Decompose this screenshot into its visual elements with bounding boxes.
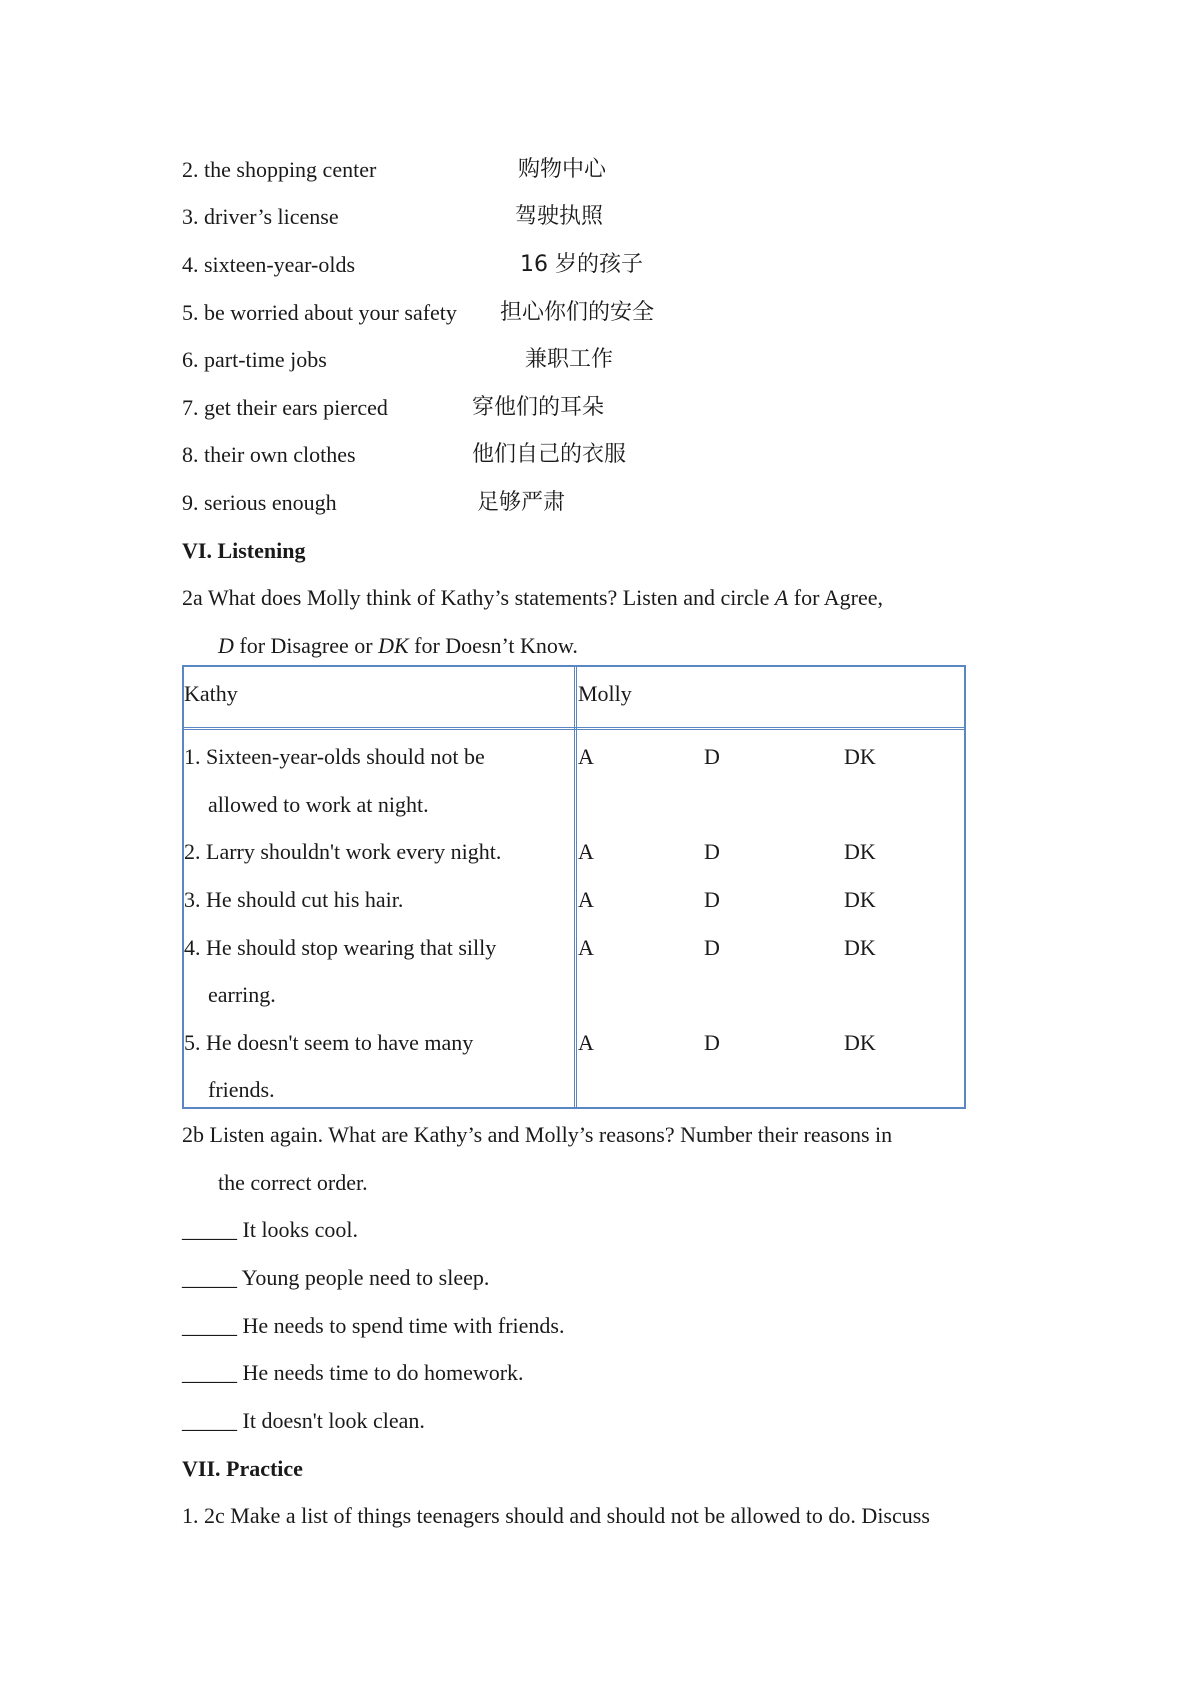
question-2c: 1. 2c Make a list of things teenagers should and should not be allowed to do. Discuss — [182, 1503, 930, 1528]
reason-item[interactable]: _____ He needs time to do homework. — [182, 1360, 524, 1385]
vocab-item-en: 8. their own clothes — [182, 442, 356, 467]
vocab-item-en: 3. driver’s license — [182, 204, 339, 229]
question-text: 2a What does Molly think of Kathy’s statements? Listen and circle — [182, 585, 775, 610]
table-row-statement-cont: allowed to work at night. — [208, 792, 429, 817]
table-row-statement: 4. He should stop wearing that silly — [184, 935, 497, 960]
table-row-statement: 1. Sixteen-year-olds should not be — [184, 744, 485, 769]
question-2b-line1: 2b Listen again. What are Kathy’s and Molly’s reasons? Number their reasons in — [182, 1122, 893, 1147]
question-2a-line1 — [182, 583, 883, 613]
reason-item[interactable]: _____ He needs to spend time with friends. — [182, 1313, 565, 1338]
vocab-item-zh: 他们自己的衣服 — [472, 442, 627, 467]
vocab-item-en: 7. get their ears pierced — [182, 395, 388, 420]
option-dont-know[interactable]: DK — [844, 744, 876, 769]
option-dont-know[interactable]: DK — [844, 887, 876, 912]
question-emphasis: D — [218, 633, 234, 658]
option-agree[interactable]: A — [578, 1030, 594, 1055]
option-disagree[interactable]: D — [704, 935, 720, 960]
question-2b-line2: the correct order. — [218, 1170, 368, 1195]
section-heading-listening: VI. Listening — [182, 538, 306, 563]
vocab-item-en: 4. sixteen-year-olds — [182, 252, 356, 277]
vocab-item-en: 9. serious enough — [182, 490, 337, 515]
section-heading-practice: VII. Practice — [182, 1456, 303, 1481]
question-emphasis: A — [774, 585, 789, 610]
option-disagree[interactable]: D — [704, 839, 720, 864]
vocab-item-en: 2. the shopping center — [182, 157, 377, 182]
table-row-statement: 5. He doesn't seem to have many — [184, 1030, 474, 1055]
option-disagree[interactable]: D — [704, 744, 720, 769]
option-disagree[interactable]: D — [704, 1030, 720, 1055]
table-row-statement-cont: friends. — [208, 1077, 275, 1102]
table-row-statement: 3. He should cut his hair. — [184, 887, 404, 912]
question-text: for Agree, — [788, 585, 883, 610]
option-dont-know[interactable]: DK — [844, 1030, 876, 1055]
table-row-statement-cont: earring. — [208, 982, 276, 1007]
table-header-kathy: Kathy — [184, 681, 238, 706]
option-dont-know[interactable]: DK — [844, 839, 876, 864]
vocab-item-zh: 穿他们的耳朵 — [472, 395, 605, 420]
table-header-molly: Molly — [578, 681, 632, 706]
table-divider-vertical — [574, 667, 577, 1107]
option-agree[interactable]: A — [578, 744, 594, 769]
question-emphasis: DK — [378, 633, 409, 658]
option-agree[interactable]: A — [578, 935, 594, 960]
option-agree[interactable]: A — [578, 887, 594, 912]
reason-item[interactable]: _____ It looks cool. — [182, 1217, 358, 1242]
table-row-statement: 2. Larry shouldn't work every night. — [184, 839, 502, 864]
option-dont-know[interactable]: DK — [844, 935, 876, 960]
question-text: for Doesn’t Know. — [408, 633, 578, 658]
vocab-item-en: 6. part-time jobs — [182, 347, 327, 372]
question-text: for Disagree or — [233, 633, 379, 658]
vocab-item-en: 5. be worried about your safety — [182, 300, 457, 325]
vocab-item-zh: 16 岁的孩子 — [520, 252, 643, 277]
reason-item[interactable]: _____ Young people need to sleep. — [182, 1265, 490, 1290]
option-agree[interactable]: A — [578, 839, 594, 864]
vocab-item-zh: 驾驶执照 — [515, 204, 604, 229]
vocab-item-zh: 购物中心 — [518, 157, 607, 182]
option-disagree[interactable]: D — [704, 887, 720, 912]
question-2a-line2 — [218, 631, 578, 661]
vocab-item-zh: 足够严肃 — [477, 490, 566, 515]
vocab-item-zh: 兼职工作 — [525, 347, 614, 372]
vocab-item-zh: 担心你们的安全 — [500, 300, 655, 325]
table-divider-horizontal — [184, 727, 964, 730]
listening-table — [182, 665, 966, 1109]
reason-item[interactable]: _____ It doesn't look clean. — [182, 1408, 425, 1433]
